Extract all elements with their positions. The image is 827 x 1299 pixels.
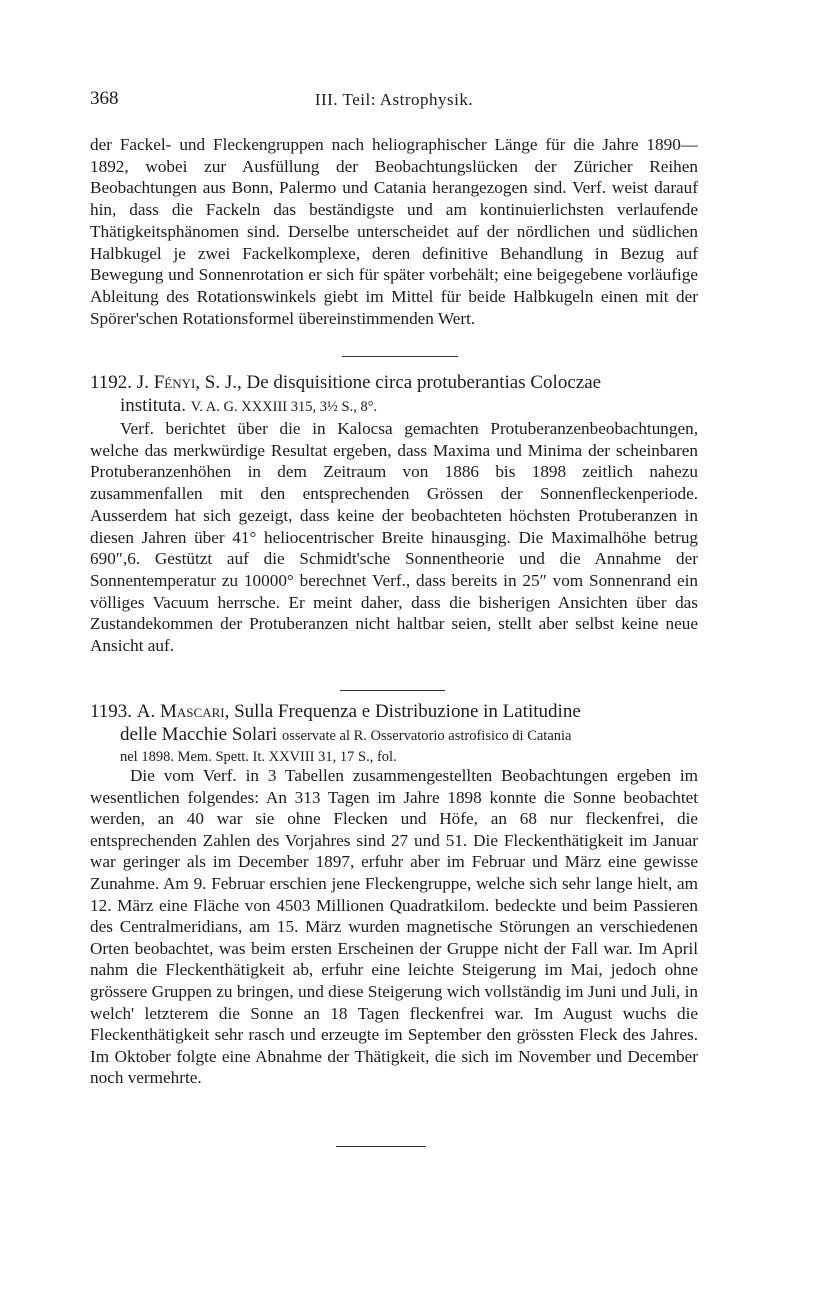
entry-title: De disquisitione circa protuberantias Colo (246, 372, 568, 393)
entry-1193-heading (90, 700, 700, 766)
entry-number: 1192. (90, 372, 133, 393)
entry-reference: V. A. G. XXXIII 315, 3½ S., 8°. (190, 399, 378, 415)
entry-reference-cont: nel 1898. Mem. Spett. It. XXVIII 31, 17 S., fol. (120, 749, 397, 765)
entry-title-cont: delle Macchie Solari (120, 724, 278, 745)
separator-rule (336, 1146, 426, 1147)
entry-author: A. Mascari, (136, 701, 230, 722)
separator-rule (342, 356, 458, 357)
entry-number: 1193. (90, 701, 133, 722)
running-title: III. Teil: Astrophysik. (314, 90, 474, 109)
entry-1192-body: Verf. berichtet über die in Kalocsa gemachten Protuberanzenbeobachtungen, welche das merkwürdige Resultat ergeben, dass Maxima und Minima der scheinbaren Protuberanzenhöhen in dem Zeitraum von 1886 bis 1898 zeitlich nahezu zusammenfallen mit den entsprechenden Grössen der Sonnenfleckenperiode. Ausserdem hat sich gezeigt, dass keine der beobachteten höchsten Protuberanzen in diesen Jahren über 41° heliocentrischer Breite hinausging. Die Maximalhöhe betrug 690″,6. Gestützt auf die Schmidt'sche Sonnentheorie und die Annahme der Sonnentemperatur zu 10000° berechnet Verf., dass bereits in 25″ vom Sonnenrand ein völliges Vacuum herrsche. Er meint daher, dass die bisherigen Ansichten über das Zustandekommen der Protuberanzen nicht haltbar seien, stellt aber selbst keine neue Ansicht auf. (90, 419, 698, 656)
entry-1192-heading (90, 371, 700, 419)
entry-1193-body: Die vom Verf. in 3 Tabellen zusammengestellten Beobachtungen ergeben im wesentlichen folgendes: An 313 Tagen im Jahre 1898 konnte die Sonne beobachtet werden, an 40 war sie ohne Flecken und Höfe, an 68 nur fleckenfrei, die entsprechenden Zahlen des Vorjahres sind 27 und 51. Die Fleckenthätigkeit im Januar war geringer als im December 1897, erfuhr aber im Februar und März eine gewisse Zunahme. Am 9. Februar erschien jene Fleckengruppe, welche sich sehr lange hielt, am 12. März eine Fläche von 4503 Millionen Quadratkilom. bedeckte und beim Passieren des Centralmeridians, am 15. März wurden magnetische Störungen an verschiedenen Orten beobachtet, was beim ersten Erscheinen der Gruppe nicht der Fall war. Im April nahm die Fleckenthätigkeit ab, erfuhr eine leichte Steigerung im Mai, jedoch ohne grössere Gruppen zu bringen, und diese Steigerung wich vollständig im Juni und Juli, in welch' letzterem die Sonne an 18 Tagen fleckenfrei war. Im August wuchs die Fleckenthätigkeit sehr rasch und erzeugte im September den grössten Fleck des Jahres. Im Oktober folgte eine Abnahme der Thätigkeit, die sich im November und December noch vermehrte. (90, 766, 698, 1088)
entry-title: Sulla Frequenza e Distribuzione in Latitudine (234, 701, 581, 722)
paragraph-continued: der Fackel- und Fleckengruppen nach heliographischer Länge für die Jahre 1890—1892, wobei zur Ausfüllung der Beobachtungslücken der Züricher Reihen Beobachtungen aus Bonn, Palermo und Catania herangezogen sind. Verf. weist darauf hin, dass die Fackeln das beständigste und am kontinuierlichsten verlaufende Thätigkeitsphänomen sind. Derselbe unterscheidet auf der nördlichen und südlichen Halbkugel je zwei Fackelkomplexe, deren definitive Behandlung in Bezug auf Bewegung und Sonnenrotation er sich für später vorbehält; eine beigegebene vorläufige Ableitung des Rotationswinkels giebt im Mittel für beide Halbkugeln einen mit der Spörer'schen Rotationsformel übereinstimmenden Wert. (90, 135, 698, 328)
entry-author: J. Fényi, S. J., (136, 372, 242, 393)
page-header (90, 88, 698, 116)
page-number: 368 (90, 88, 119, 109)
separator-rule (340, 690, 445, 691)
entry-reference: osservate al R. Osservatorio astrofisico di Catania (281, 728, 572, 744)
entry-title-cont: instituta. (120, 395, 186, 416)
entry-title-part: czae (567, 372, 602, 393)
